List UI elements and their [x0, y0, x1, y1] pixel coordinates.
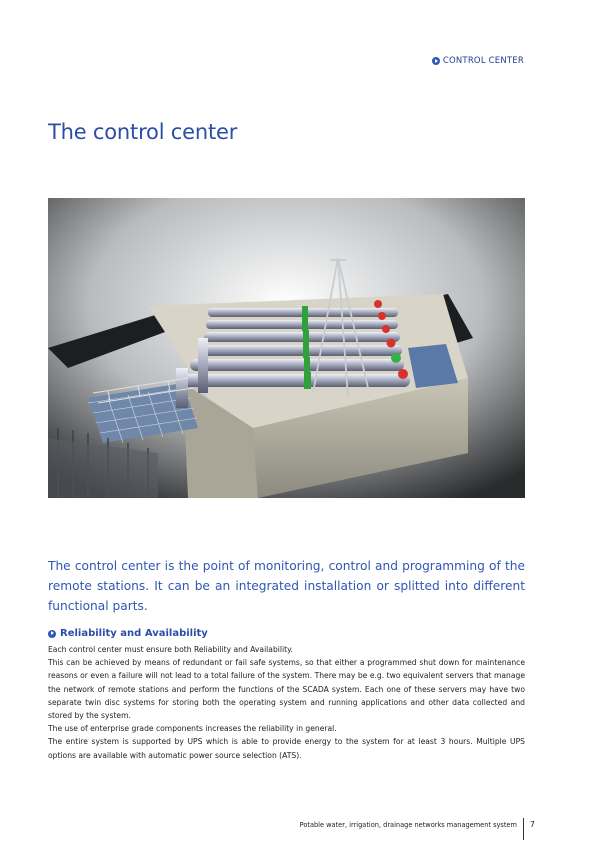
body-paragraph: The use of enterprise grade components increases the reliability in general.: [48, 724, 337, 734]
play-bullet-icon: [432, 57, 440, 65]
body-paragraph: This can be achieved by means of redundant or fail safe systems, so that either a programmed shut down for maintenance reasons or even a failure will not lead to a total failure of the system. There may be e.g. two equivalent servers that manage the network of remote stations and perform the functions of the SCADA system. Each one of these servers may have two separate twin disc systems for storing both the operating system and running applications and other data collected and stored by the system.: [48, 658, 525, 721]
section-heading: [48, 628, 208, 639]
footer-divider: [523, 818, 524, 840]
section-heading-label: Reliability and Availability: [60, 628, 208, 639]
page-number: 7: [529, 820, 535, 829]
pipework-render-image: [48, 198, 525, 498]
body-paragraph: The entire system is supported by UPS which is able to provide energy to the system for at least 3 hours. Multiple UPS options are available with automatic power source selection (ATS).: [48, 737, 525, 760]
footer-text: Potable water, irrigation, drainage networks management system: [299, 821, 517, 829]
body-paragraph: Each control center must ensure both Reliability and Availability.: [48, 645, 293, 654]
play-bullet-icon: [48, 630, 56, 638]
pipework-illustration: [48, 198, 525, 498]
section-tag-label: CONTROL CENTER: [442, 56, 524, 66]
section-body: [48, 643, 525, 762]
intro-paragraph: The control center is the point of monitoring, control and programming of the remote stations. It can be an integrated installation or splitted into different functional parts.: [48, 559, 525, 613]
page-footer: [300, 820, 535, 840]
section-tag: [432, 56, 524, 66]
page-title: The control center: [48, 120, 238, 144]
